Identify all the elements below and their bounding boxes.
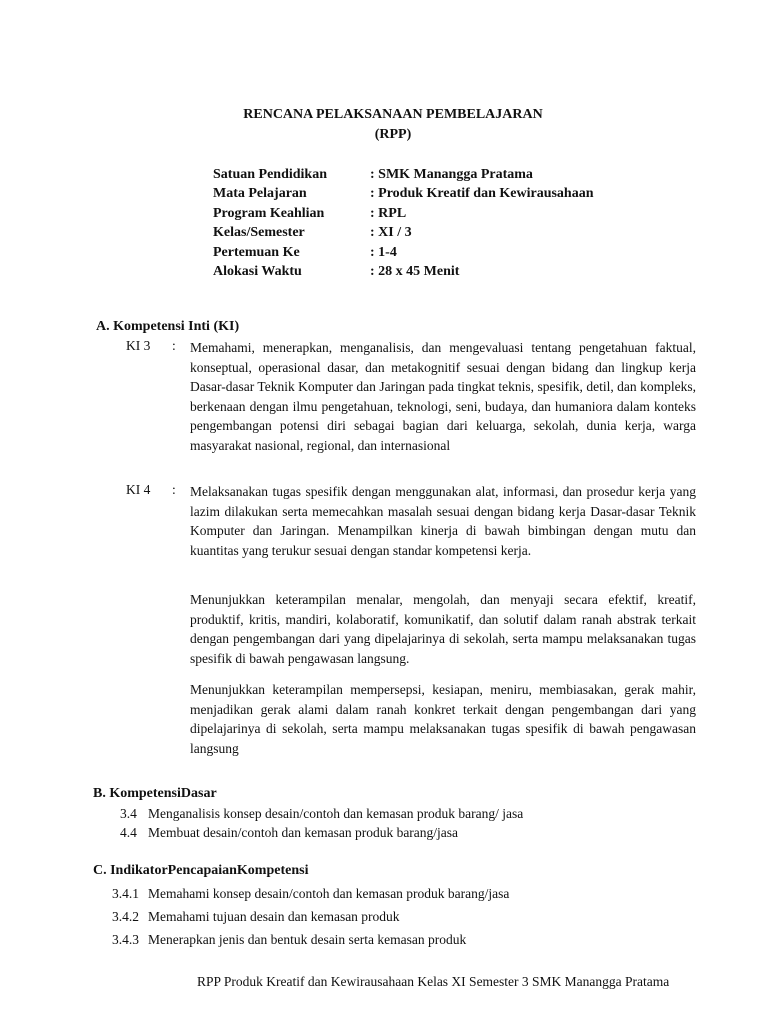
indicator-number: 3.4.2 — [112, 909, 139, 924]
section-b-heading: B. KompetensiDasar — [93, 786, 217, 801]
indicator-text: Memahami tujuan desain dan kemasan produk — [148, 909, 400, 924]
identity-value: : 28 x 45 Menit — [370, 263, 460, 279]
ki4-paragraph-3: Menunjukkan keterampilan mempersepsi, kesiapan, meniru, membiasakan, gerak mahir, menjadikan gerak alami dalam ranah konkret terkait dengan pengembangan dari yang dipelajarinya di sekolah, serta mampu melaksanakan tugas spesifik di bawah pengawasan langsung — [190, 682, 696, 756]
ki3-colon: : — [172, 338, 176, 353]
identity-value: : RPL — [370, 205, 407, 221]
ki3-text: Memahami, menerapkan, menganalisis, dan mengevaluasi tentang pengetahuan faktual, konseptual, operasional dasar, dan metakognitif sesuai dengan bidang dan lingkup kerja Dasar-dasar Teknik Komputer dan Jaringan pada tingkat teknis, spesifik, detil, dan kompleks, berkenaan dengan ilmu pengetahuan, teknologi, seni, budaya, dan humaniora dalam konteks pengembangan potensi diri sebagai bagian dari keluarga, sekolah, dunia kerja, warga masyarakat nasional, regional, dan internasional — [190, 340, 696, 453]
ki3-label: KI 3 — [126, 338, 151, 353]
identity-row — [213, 243, 594, 262]
ki4-paragraph-1: Melaksanakan tugas spesifik dengan menggunakan alat, informasi, dan prosedur kerja yang lazim dilakukan serta memecahkan masalah sesuai dengan bidang kerja Dasar-dasar Teknik Komputer dan Jaringan. Menampilkan kinerja di bawah bimbingan dengan mutu dan kuantitas yang terukur sesuai dengan standar kompetensi kerja. — [190, 484, 696, 558]
document-title: RENCANA PELAKSANAAN PEMBELAJARAN — [243, 107, 543, 122]
indicator-number: 3.4.1 — [112, 886, 139, 901]
indicator-text: Menerapkan jenis dan bentuk desain serta kemasan produk — [148, 932, 467, 947]
ki4-colon: : — [172, 482, 176, 497]
section-c-heading: C. IndikatorPencapaianKompetensi — [93, 863, 309, 878]
indicator-item — [112, 886, 509, 902]
identity-row — [213, 262, 594, 281]
competency-number: 4.4 — [120, 825, 137, 840]
competency-item — [120, 806, 523, 822]
identity-label: Program Keahlian — [213, 205, 325, 221]
section-a-heading: A. Kompetensi Inti (KI) — [96, 319, 240, 334]
identity-row — [213, 165, 594, 184]
identity-row — [213, 204, 594, 223]
identity-label: Pertemuan Ke — [213, 244, 300, 260]
competency-item — [120, 825, 458, 841]
identity-value: : XI / 3 — [370, 225, 412, 241]
identity-value: : Produk Kreatif dan Kewirausahaan — [370, 186, 594, 202]
indicator-number: 3.4.3 — [112, 932, 139, 947]
identity-row — [213, 223, 594, 242]
indicator-text: Memahami konsep desain/contoh dan kemasan produk barang/jasa — [148, 886, 510, 901]
competency-text: Membuat desain/contoh dan kemasan produk barang/jasa — [148, 825, 459, 840]
competency-number: 3.4 — [120, 806, 137, 821]
indicator-item — [112, 909, 400, 925]
identity-value: : SMK Manangga Pratama — [370, 167, 533, 182]
ki4-paragraph-2: Menunjukkan keterampilan menalar, mengolah, dan menyaji secara efektif, kreatif, produktif, kritis, mandiri, kolaboratif, komunikatif, dan solutif dalam ranah abstrak terkait dengan pengembangan dari yang dipelajarinya di sekolah, serta mampu melaksanakan tugas spesifik di bawah pengawasan langsung. — [190, 592, 696, 666]
identity-value: : 1-4 — [370, 244, 397, 260]
identity-label: Kelas/Semester — [213, 225, 305, 241]
identity-label: Mata Pelajaran — [213, 186, 307, 202]
competency-text: Menganalisis konsep desain/contoh dan kemasan produk barang/ jasa — [148, 806, 524, 821]
identity-table — [213, 165, 594, 281]
indicator-item — [112, 932, 466, 948]
identity-row — [213, 184, 594, 203]
identity-label: Satuan Pendidikan — [213, 167, 327, 182]
document-subtitle: (RPP) — [374, 127, 412, 142]
page-footer: RPP Produk Kreatif dan Kewirausahaan Kelas XI Semester 3 SMK Manangga Pratama — [197, 974, 670, 989]
ki4-label: KI 4 — [126, 482, 151, 497]
identity-label: Alokasi Waktu — [213, 263, 302, 279]
